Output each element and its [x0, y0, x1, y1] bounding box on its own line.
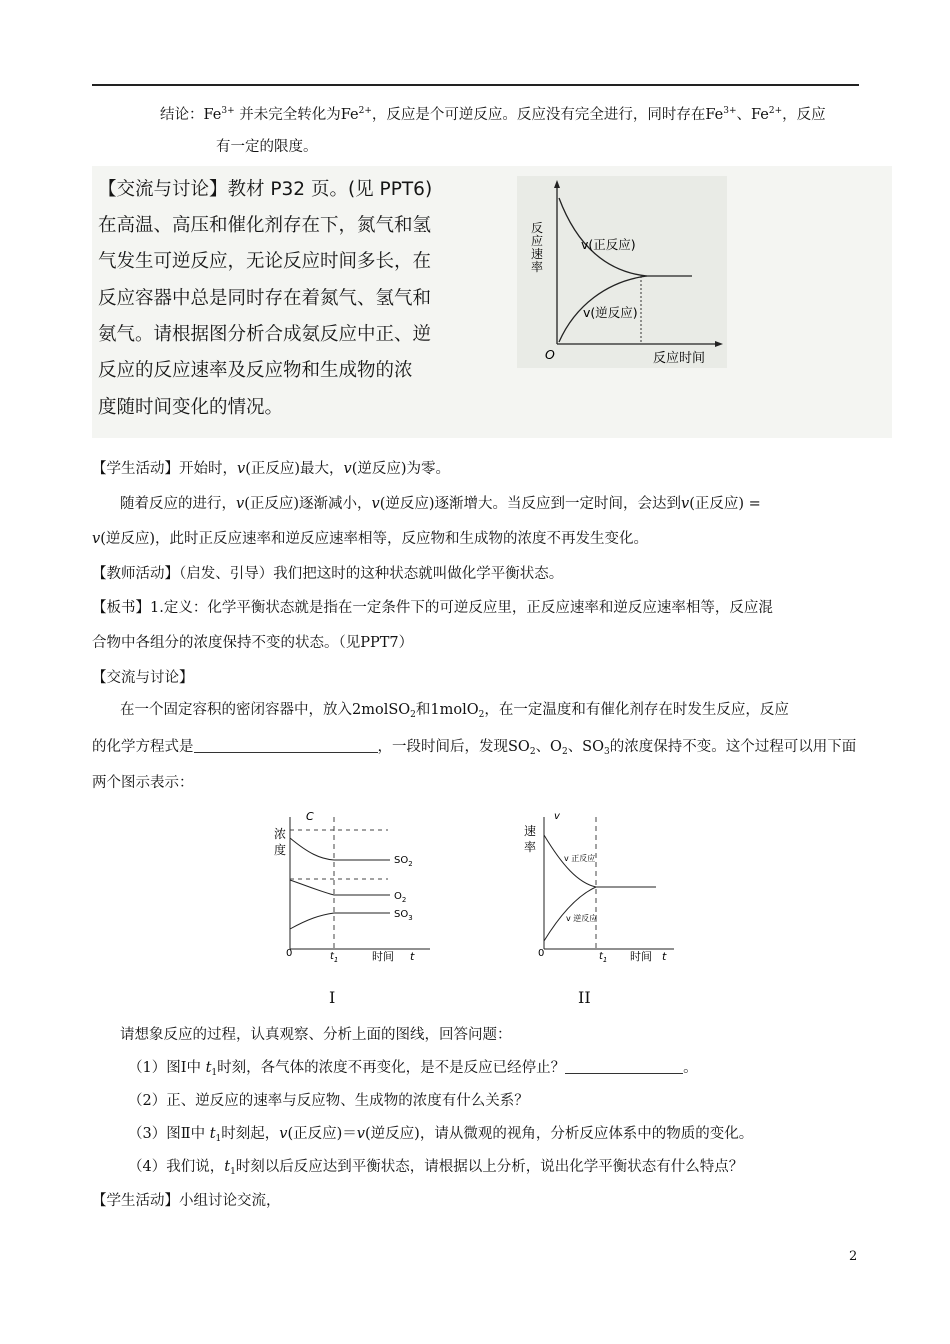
answer-blank-1[interactable] [565, 1059, 683, 1074]
question-1: （1）图Ⅰ中 $t_1$时刻，各气体的浓度不再变化，是不是反应已经停止？ 。 [128, 1060, 698, 1078]
scan-line: 反应的反应速率及反应物和生成物的浓 [98, 360, 413, 381]
scan-line: 【交流与讨论】教材 P32 页。(见 PPT6) [98, 179, 433, 200]
fig2-y-label-2: 率 [524, 840, 537, 854]
board-line-2: 合物中各组分的浓度保持不变的状态。（见PPT7） [92, 635, 414, 651]
so2-label: $SO_2$ [394, 855, 413, 868]
fig2-caption: II [578, 988, 591, 1007]
header-rule [92, 84, 859, 86]
equation-blank[interactable] [194, 738, 378, 753]
scan-line: 气发生可逆反应，无论反应时间多长，在 [98, 251, 432, 272]
o2-label: $O_2$ [394, 891, 407, 904]
page-number: 2 [849, 1249, 858, 1264]
conclusion-line-1: 结论：$Fe^{3+}$ 并未完全转化为$Fe^{2+}$，反应是个可逆反应。反应没有完全进行，同时存在$Fe^{3+}$、$Fe^{2+}$，反应 [160, 106, 826, 123]
question-2: （2）正、逆反应的速率与反应物、生成物的浓度有什么关系？ [128, 1093, 529, 1109]
rate-time-graph [517, 176, 727, 368]
teacher-activity: 【教师活动】（启发、引导）我们把这时的这种状态就叫做化学平衡状态。 [92, 566, 564, 582]
fig2-v-label: v [554, 811, 560, 822]
so3-label: $SO_3$ [394, 909, 413, 922]
fig2-origin: 0 [538, 948, 545, 959]
so2-curve [290, 838, 390, 860]
fig2-forward-label: v 正反应 [564, 854, 596, 863]
reverse-rate-label: v(逆反应) [583, 305, 638, 320]
fig1-t-label: t [410, 950, 415, 963]
y-axis-label: 反应速率 [530, 221, 544, 274]
discussion-heading: 【交流与讨论】 [92, 670, 194, 686]
question-4: （4）我们说，$t_1$时刻以后反应达到平衡状态，请根据以上分析，说出化学平衡状态有什么特点？ [128, 1159, 744, 1177]
scan-line: 在高温、高压和催化剂存在下，氮气和氢 [98, 215, 432, 236]
paragraph-so2-line-1: 在一个固定容积的密闭容器中，放入2molSO$_2$和1molO$_2$，在一定温度和有催化剂存在时发生反应，反应 [120, 702, 789, 720]
fig2-t-label: t [662, 950, 667, 963]
fig1-y-label-2: 度 [274, 843, 287, 857]
paragraph-rates-line-2: v(逆反应)，此时正反应速率和逆反应速率相等，反应物和生成物的浓度不再发生变化。 [92, 531, 649, 547]
fig1-t1-label: $t_1$ [330, 951, 339, 964]
fig1-time-label: 时间 [372, 950, 394, 963]
concentration-time-figure [268, 805, 448, 975]
fig1-c-label: C [306, 810, 314, 823]
fig2-y-label-1: 速 [524, 824, 537, 838]
fig1-caption: I [329, 988, 336, 1007]
textbook-scan [92, 166, 892, 438]
scan-line: 氨气。请根据图分析合成氨反应中正、逆 [98, 324, 432, 345]
student-activity-2: 【学生活动】小组讨论交流， [92, 1193, 281, 1209]
o2-curve [290, 880, 390, 895]
origin-label: O [545, 347, 555, 362]
student-activity-1: 【学生活动】开始时，v(正反应)最大，v(逆反应)为零。 [92, 461, 451, 477]
fig2-reverse-label: v 逆反应 [566, 914, 598, 923]
fig2-t1-label: $t_1$ [599, 951, 608, 964]
x-axis-label: 反应时间 [653, 351, 706, 366]
scan-line: 反应容器中总是同时存在着氮气、氢气和 [98, 288, 432, 309]
so3-curve [290, 913, 390, 929]
scan-line: 度随时间变化的情况。 [98, 397, 284, 418]
forward-rate-label: v(正反应) [581, 237, 636, 252]
board-line-1: 【板书】1.定义：化学平衡状态就是指在一定条件下的可逆反应里，正反应速率和逆反应速率相等，反应混 [92, 600, 773, 616]
graph-background [517, 176, 727, 368]
paragraph-so2-line-3: 两个图示表示： [92, 775, 194, 791]
fig2-forward-curve [544, 835, 656, 887]
fig1-y-label-1: 浓 [274, 827, 287, 841]
questions-intro: 请想象反应的过程，认真观察、分析上面的图线，回答问题： [120, 1027, 512, 1043]
paragraph-so2-line-2: 的化学方程式是 ，一段时间后，发现$SO_2$、$O_2$、$SO_3$的浓度保持不变。这个过程可以用下面 [92, 739, 857, 757]
conclusion-line-2: 有一定的限度。 [216, 139, 318, 155]
question-3: （3）图Ⅱ中 $t_1$时刻起，v(正反应)＝v(逆反应)，请从微观的视角，分析反应体系中的物质的变化。 [128, 1126, 754, 1144]
fig1-origin: 0 [286, 948, 293, 959]
rate-time-figure [518, 805, 693, 975]
paragraph-rates-line-1: 随着反应的进行，v(正反应)逐渐减小，v(逆反应)逐渐增大。当反应到一定时间，会达到v(正反应) = [120, 496, 761, 512]
fig2-time-label: 时间 [630, 950, 652, 963]
